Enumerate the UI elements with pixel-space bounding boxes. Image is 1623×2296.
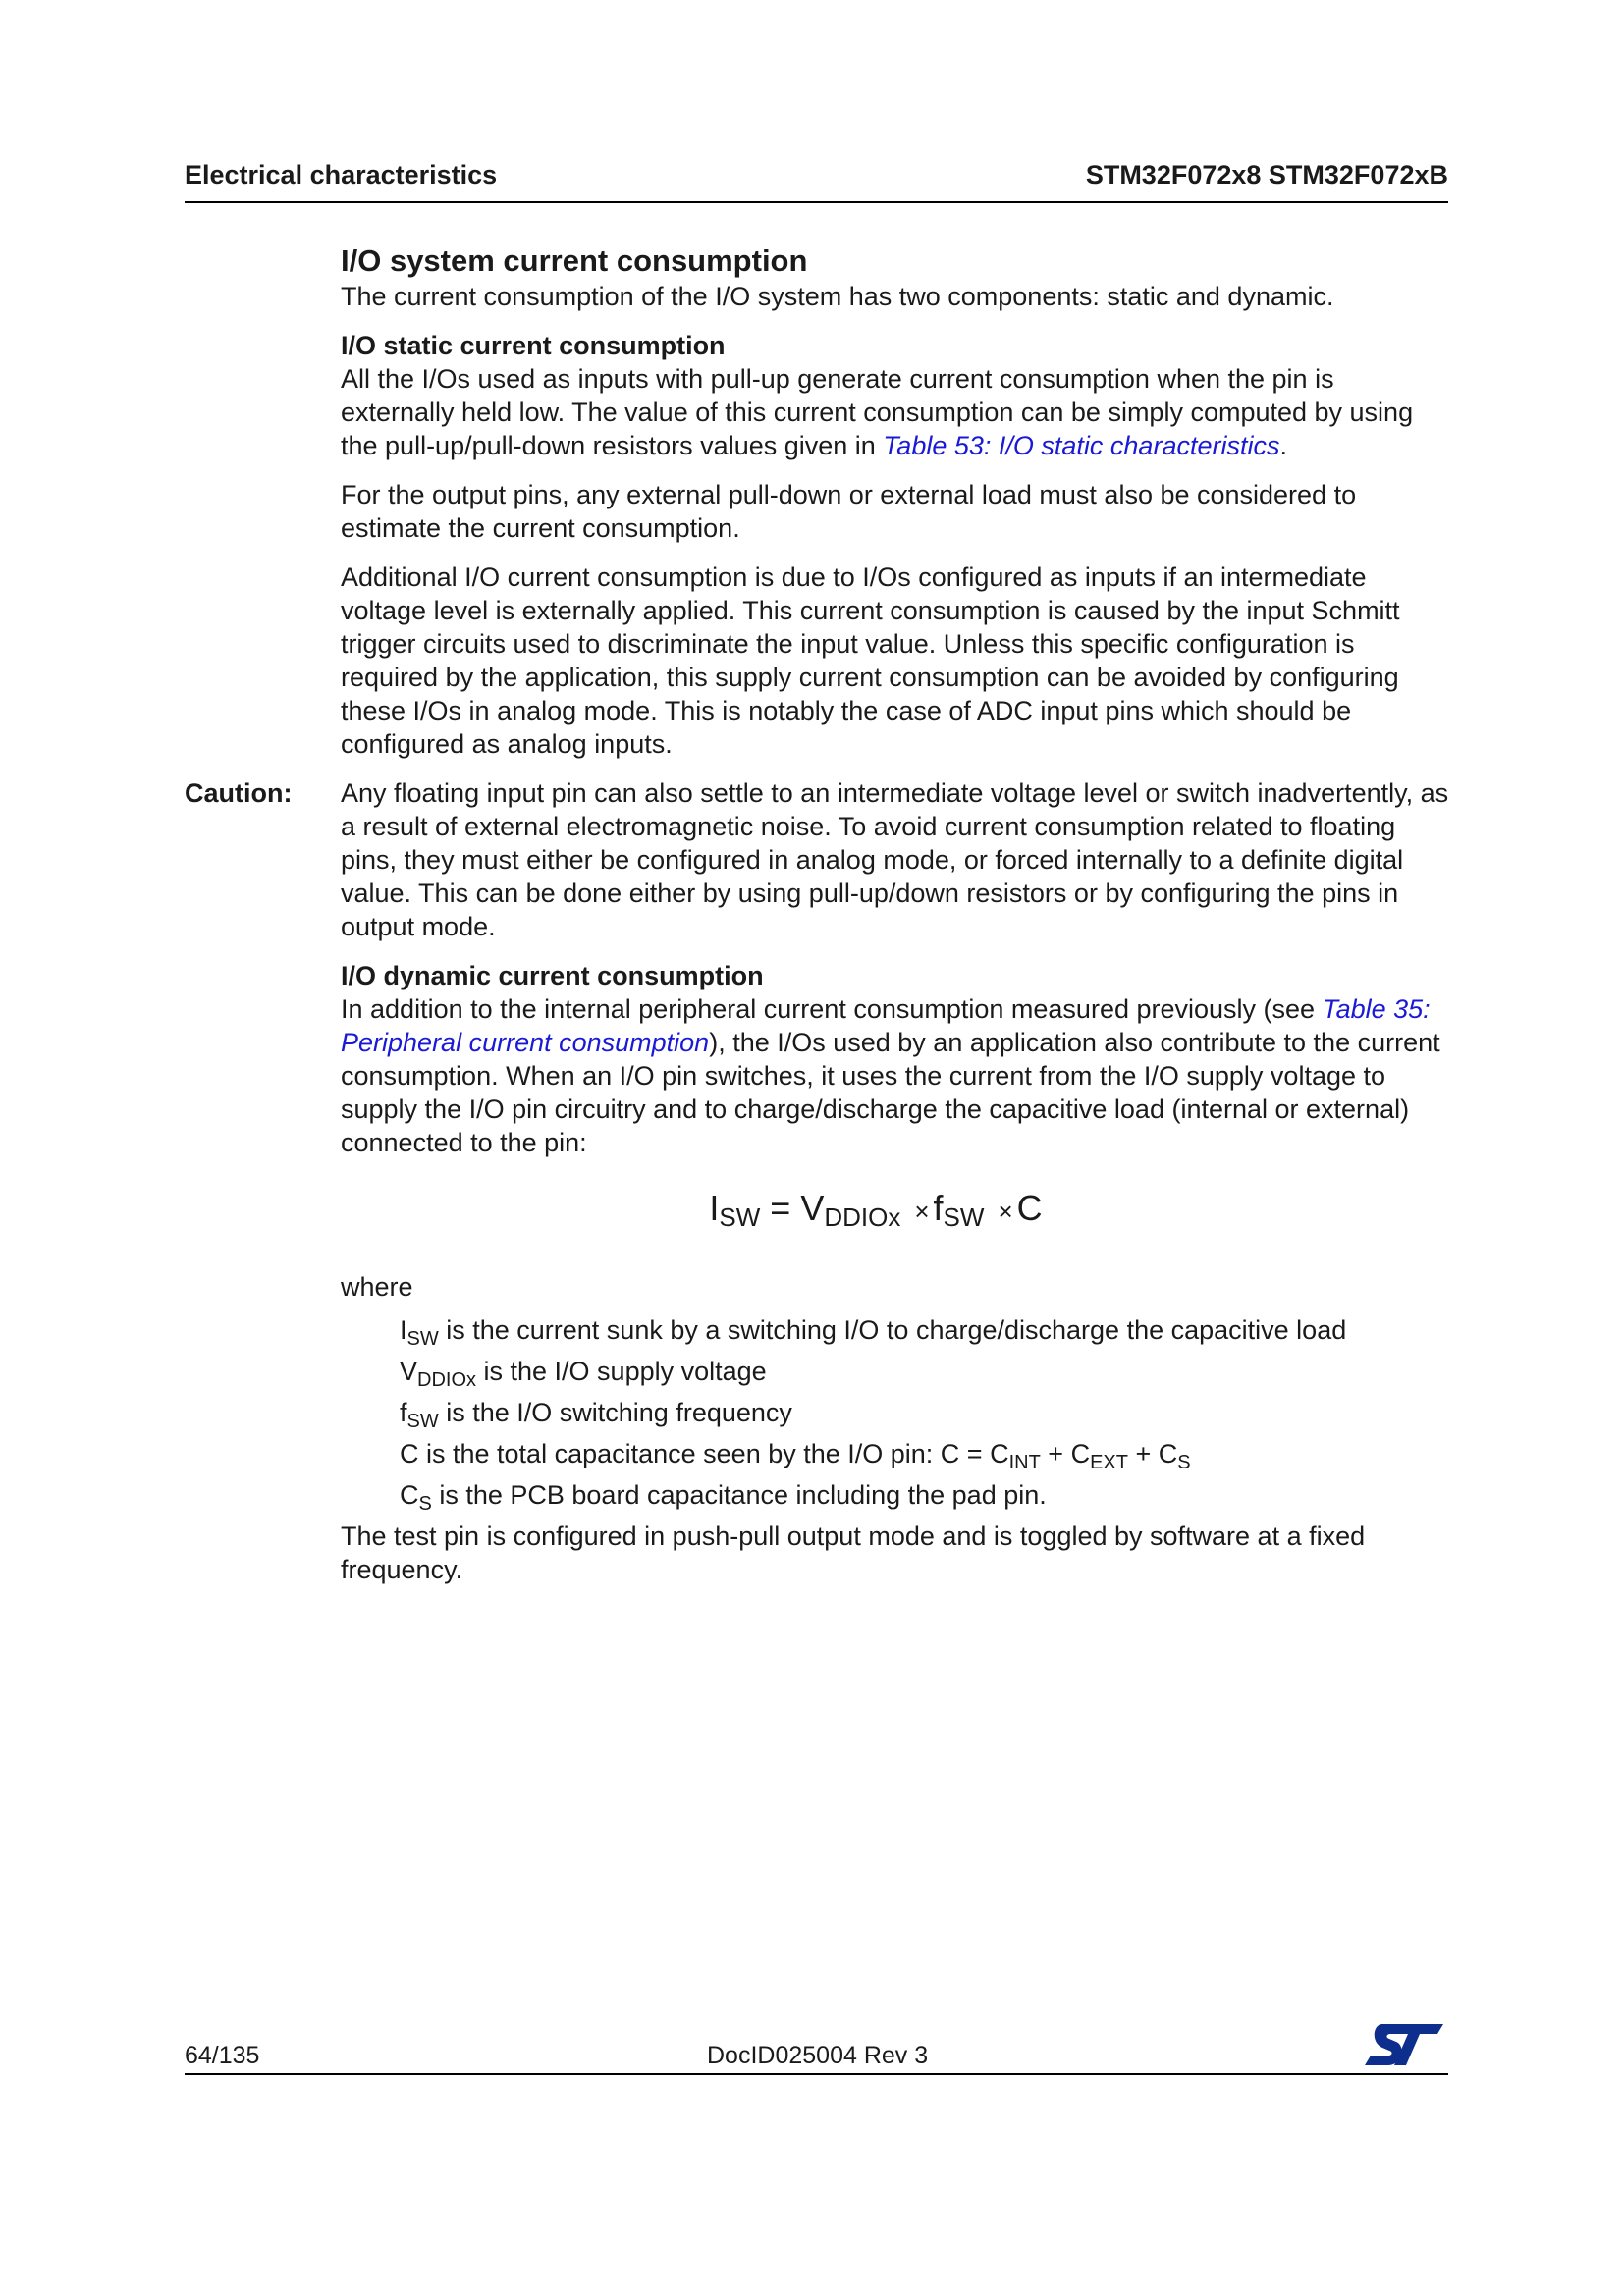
cs-text: is the PCB board capacitance including the pad pin.	[431, 1480, 1047, 1510]
st-logo-icon	[1363, 2022, 1445, 2067]
formula-i-sub: SW	[719, 1202, 761, 1232]
caution-label: Caution:	[185, 778, 293, 808]
intro-paragraph: The current consumption of the I/O system has two components: static and dynamic.	[341, 282, 1334, 311]
dynamic-paragraph	[341, 992, 1450, 1159]
caution-note	[185, 776, 1450, 943]
header-part-numbers: STM32F072x8 STM32F072xB	[1085, 160, 1448, 189]
where-label: where	[341, 1272, 413, 1302]
fsw-text: is the I/O switching frequency	[438, 1398, 792, 1427]
footer-divider	[185, 2073, 1448, 2075]
isw-symbol: I	[400, 1315, 407, 1345]
cs-subscript: S	[418, 1493, 432, 1515]
vdd-subscript: DDIOx	[417, 1369, 477, 1391]
fsw-subscript: SW	[406, 1411, 439, 1432]
dynamic-heading: I/O dynamic current consumption	[341, 961, 764, 990]
main-content	[185, 242, 1450, 1586]
table-35-link[interactable]: Table 35: Peripheral current consumption	[341, 994, 1431, 1057]
vdd-symbol: V	[400, 1357, 418, 1386]
vdd-text: is the I/O supply voltage	[476, 1357, 767, 1386]
c-int-subscript: INT	[1008, 1452, 1041, 1473]
fsw-symbol: f	[400, 1398, 407, 1427]
caution-text: Any floating input pin can also settle to an intermediate voltage level or switch inadvertently, as a result of external electromagnetic noise. To avoid current consumption related to floating pins, they must either be configured in analog mode, or forced internally to a definite digital value. This can be done either by using pull-up/down resistors or by configuring the pins in output mode.	[341, 778, 1449, 941]
page-number: 64/135	[185, 2042, 260, 2069]
cs-symbol: C	[400, 1480, 419, 1510]
definition-vddiox	[400, 1355, 1450, 1391]
dynamic-p1-start: In addition to the internal peripheral current consumption measured previously (see	[341, 994, 1323, 1024]
formula-times-1: ×	[914, 1197, 930, 1226]
formula-c: C	[1016, 1188, 1043, 1228]
switching-current-formula	[341, 1187, 1450, 1233]
header-section-title: Electrical characteristics	[185, 160, 498, 189]
static-paragraph-3: Additional I/O current consumption is due to I/Os configured as inputs if an intermediate voltage level is externally applied. This current consumption is caused by the input Schmitt trigger circuits used to discriminate the input value. Unless this specific configuration is required by the application, this supply current consumption can be avoided by configuring these I/Os in analog mode. This is notably the case of ADC input pins which should be configured as analog inputs.	[341, 562, 1400, 759]
formula-times-2: ×	[998, 1197, 1013, 1226]
formula-f: f	[933, 1188, 944, 1228]
static-heading: I/O static current consumption	[341, 331, 726, 360]
definition-cs	[400, 1478, 1450, 1515]
section-title: I/O system current consumption	[341, 243, 808, 278]
c-text: C is the total capacitance seen by the I/O pin: C = C	[400, 1439, 1009, 1468]
static-paragraph-2: For the output pins, any external pull-down or external load must also be considered to estimate the current consumption.	[341, 480, 1357, 543]
c-plus-2: + C	[1127, 1439, 1178, 1468]
table-53-link[interactable]: Table 53: I/O static characteristics	[883, 431, 1280, 460]
closing-paragraph: The test pin is configured in push-pull output mode and is toggled by software at a fixed frequency.	[341, 1522, 1366, 1584]
definitions-list	[400, 1313, 1450, 1515]
definition-c	[400, 1437, 1450, 1473]
c-ext-subscript: EXT	[1090, 1452, 1128, 1473]
isw-subscript: SW	[406, 1328, 439, 1350]
formula-v-sub: DDIOx	[824, 1202, 901, 1232]
definition-fsw	[400, 1396, 1450, 1432]
c-s-subscript: S	[1177, 1452, 1191, 1473]
formula-f-sub: SW	[943, 1202, 985, 1232]
definition-isw	[400, 1313, 1450, 1350]
document-id: DocID025004 Rev 3	[707, 2042, 929, 2069]
static-p1-end: .	[1279, 431, 1287, 460]
formula-i: I	[709, 1188, 720, 1228]
dynamic-p1-end: ), the I/Os used by an application also contribute to the current consumption. When an I/O pin switches, it uses the current from the I/O supply voltage to supply the I/O pin circuitry and to charge/discharge the capacitive load (internal or external) connected to the pin:	[341, 1028, 1440, 1157]
c-plus-1: + C	[1040, 1439, 1091, 1468]
header-divider	[185, 201, 1448, 203]
isw-text: is the current sunk by a switching I/O to charge/discharge the capacitive load	[438, 1315, 1347, 1345]
formula-v: V	[800, 1188, 825, 1228]
formula-equals: =	[770, 1188, 791, 1228]
static-p1-text: All the I/Os used as inputs with pull-up generate current consumption when the pin is externally held low. The value of this current consumption can be simply computed by using the pull-up/pull-down resistors values given in	[341, 364, 1414, 460]
static-paragraph-1	[341, 362, 1450, 462]
